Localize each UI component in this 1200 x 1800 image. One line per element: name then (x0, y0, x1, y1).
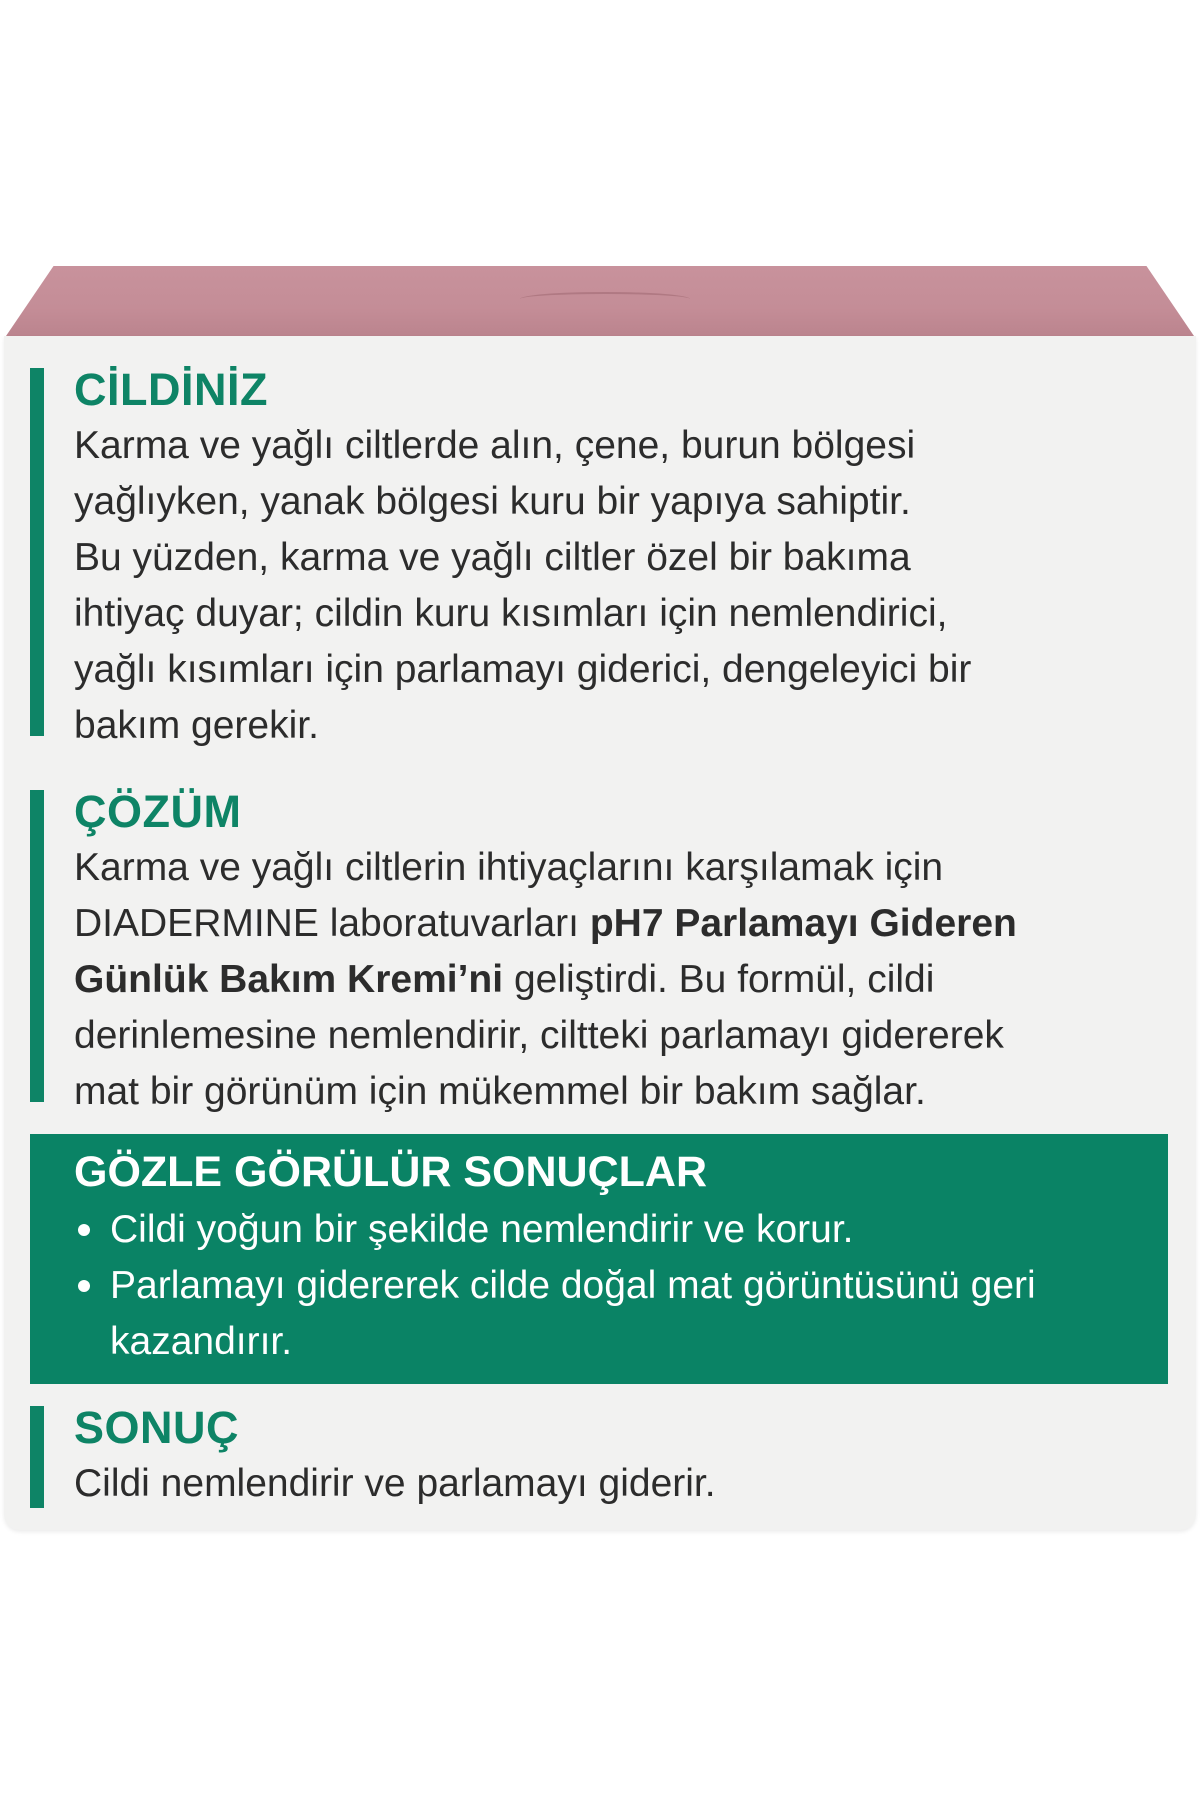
section-cozum (30, 786, 1180, 1126)
body-line: Karma ve yağlı ciltlerde alın, çene, burun bölgesi (74, 424, 916, 467)
results-heading: GÖZLE GÖRÜLÜR SONUÇLAR (74, 1148, 708, 1196)
body-text: DIADERMINE laboratuvarları (74, 902, 590, 945)
section-cildiniz (30, 364, 1180, 764)
product-name-part: Günlük Bakım Kremi’ni (74, 958, 504, 1001)
body-line: bakım gerekir. (74, 704, 319, 747)
body-line (74, 952, 1184, 1008)
body-line: Bu yüzden, karma ve yağlı ciltler özel bir bakıma (74, 536, 911, 579)
result-bullet-text: Cildi yoğun bir şekilde nemlendirir ve korur. (110, 1208, 854, 1251)
result-bullet-text: Parlamayı gidererek cilde doğal mat görüntüsünü geri kazandırır. (110, 1264, 1036, 1363)
body-line: yağlı kısımları için parlamayı giderici, dengeleyici bir (74, 648, 972, 691)
section-accent-bar (30, 368, 44, 736)
section-heading-cozum: ÇÖZÜM (74, 786, 242, 837)
bullet-dot-icon (78, 1280, 90, 1292)
bullet-dot-icon (78, 1224, 90, 1236)
section-body-cozum (74, 840, 1184, 1120)
section-body-sonuc: Cildi nemlendirir ve parlamayı giderir. (74, 1462, 716, 1505)
result-bullet-item (74, 1202, 1144, 1258)
section-accent-bar (30, 1406, 44, 1508)
body-line: Karma ve yağlı ciltlerin ihtiyaçlarını karşılamak için (74, 846, 944, 889)
section-heading-sonuc: SONUÇ (74, 1402, 240, 1453)
section-body-cildiniz (74, 418, 1184, 754)
lid-emboss-mark (520, 292, 690, 306)
product-name-part: pH7 Parlamayı Gideren (589, 902, 1017, 945)
body-line: yağlıyken, yanak bölgesi kuru bir yapıya sahiptir. (74, 480, 911, 523)
body-text: geliştirdi. Bu formül, cildi (503, 958, 935, 1001)
section-accent-bar (30, 790, 44, 1102)
body-line: derinlemesine nemlendirir, ciltteki parlamayı gidererek (74, 1014, 1004, 1057)
section-heading-cildiniz: CİLDİNİZ (74, 364, 268, 415)
result-bullet-item (74, 1258, 1144, 1370)
body-line: ihtiyaç duyar; cildin kuru kısımları için nemlendirici, (74, 592, 948, 635)
results-panel (30, 1134, 1168, 1384)
body-line: mat bir görünüm için mükemmel bir bakım sağlar. (74, 1070, 926, 1113)
section-sonuc (30, 1402, 1180, 1522)
body-line (74, 896, 1184, 952)
